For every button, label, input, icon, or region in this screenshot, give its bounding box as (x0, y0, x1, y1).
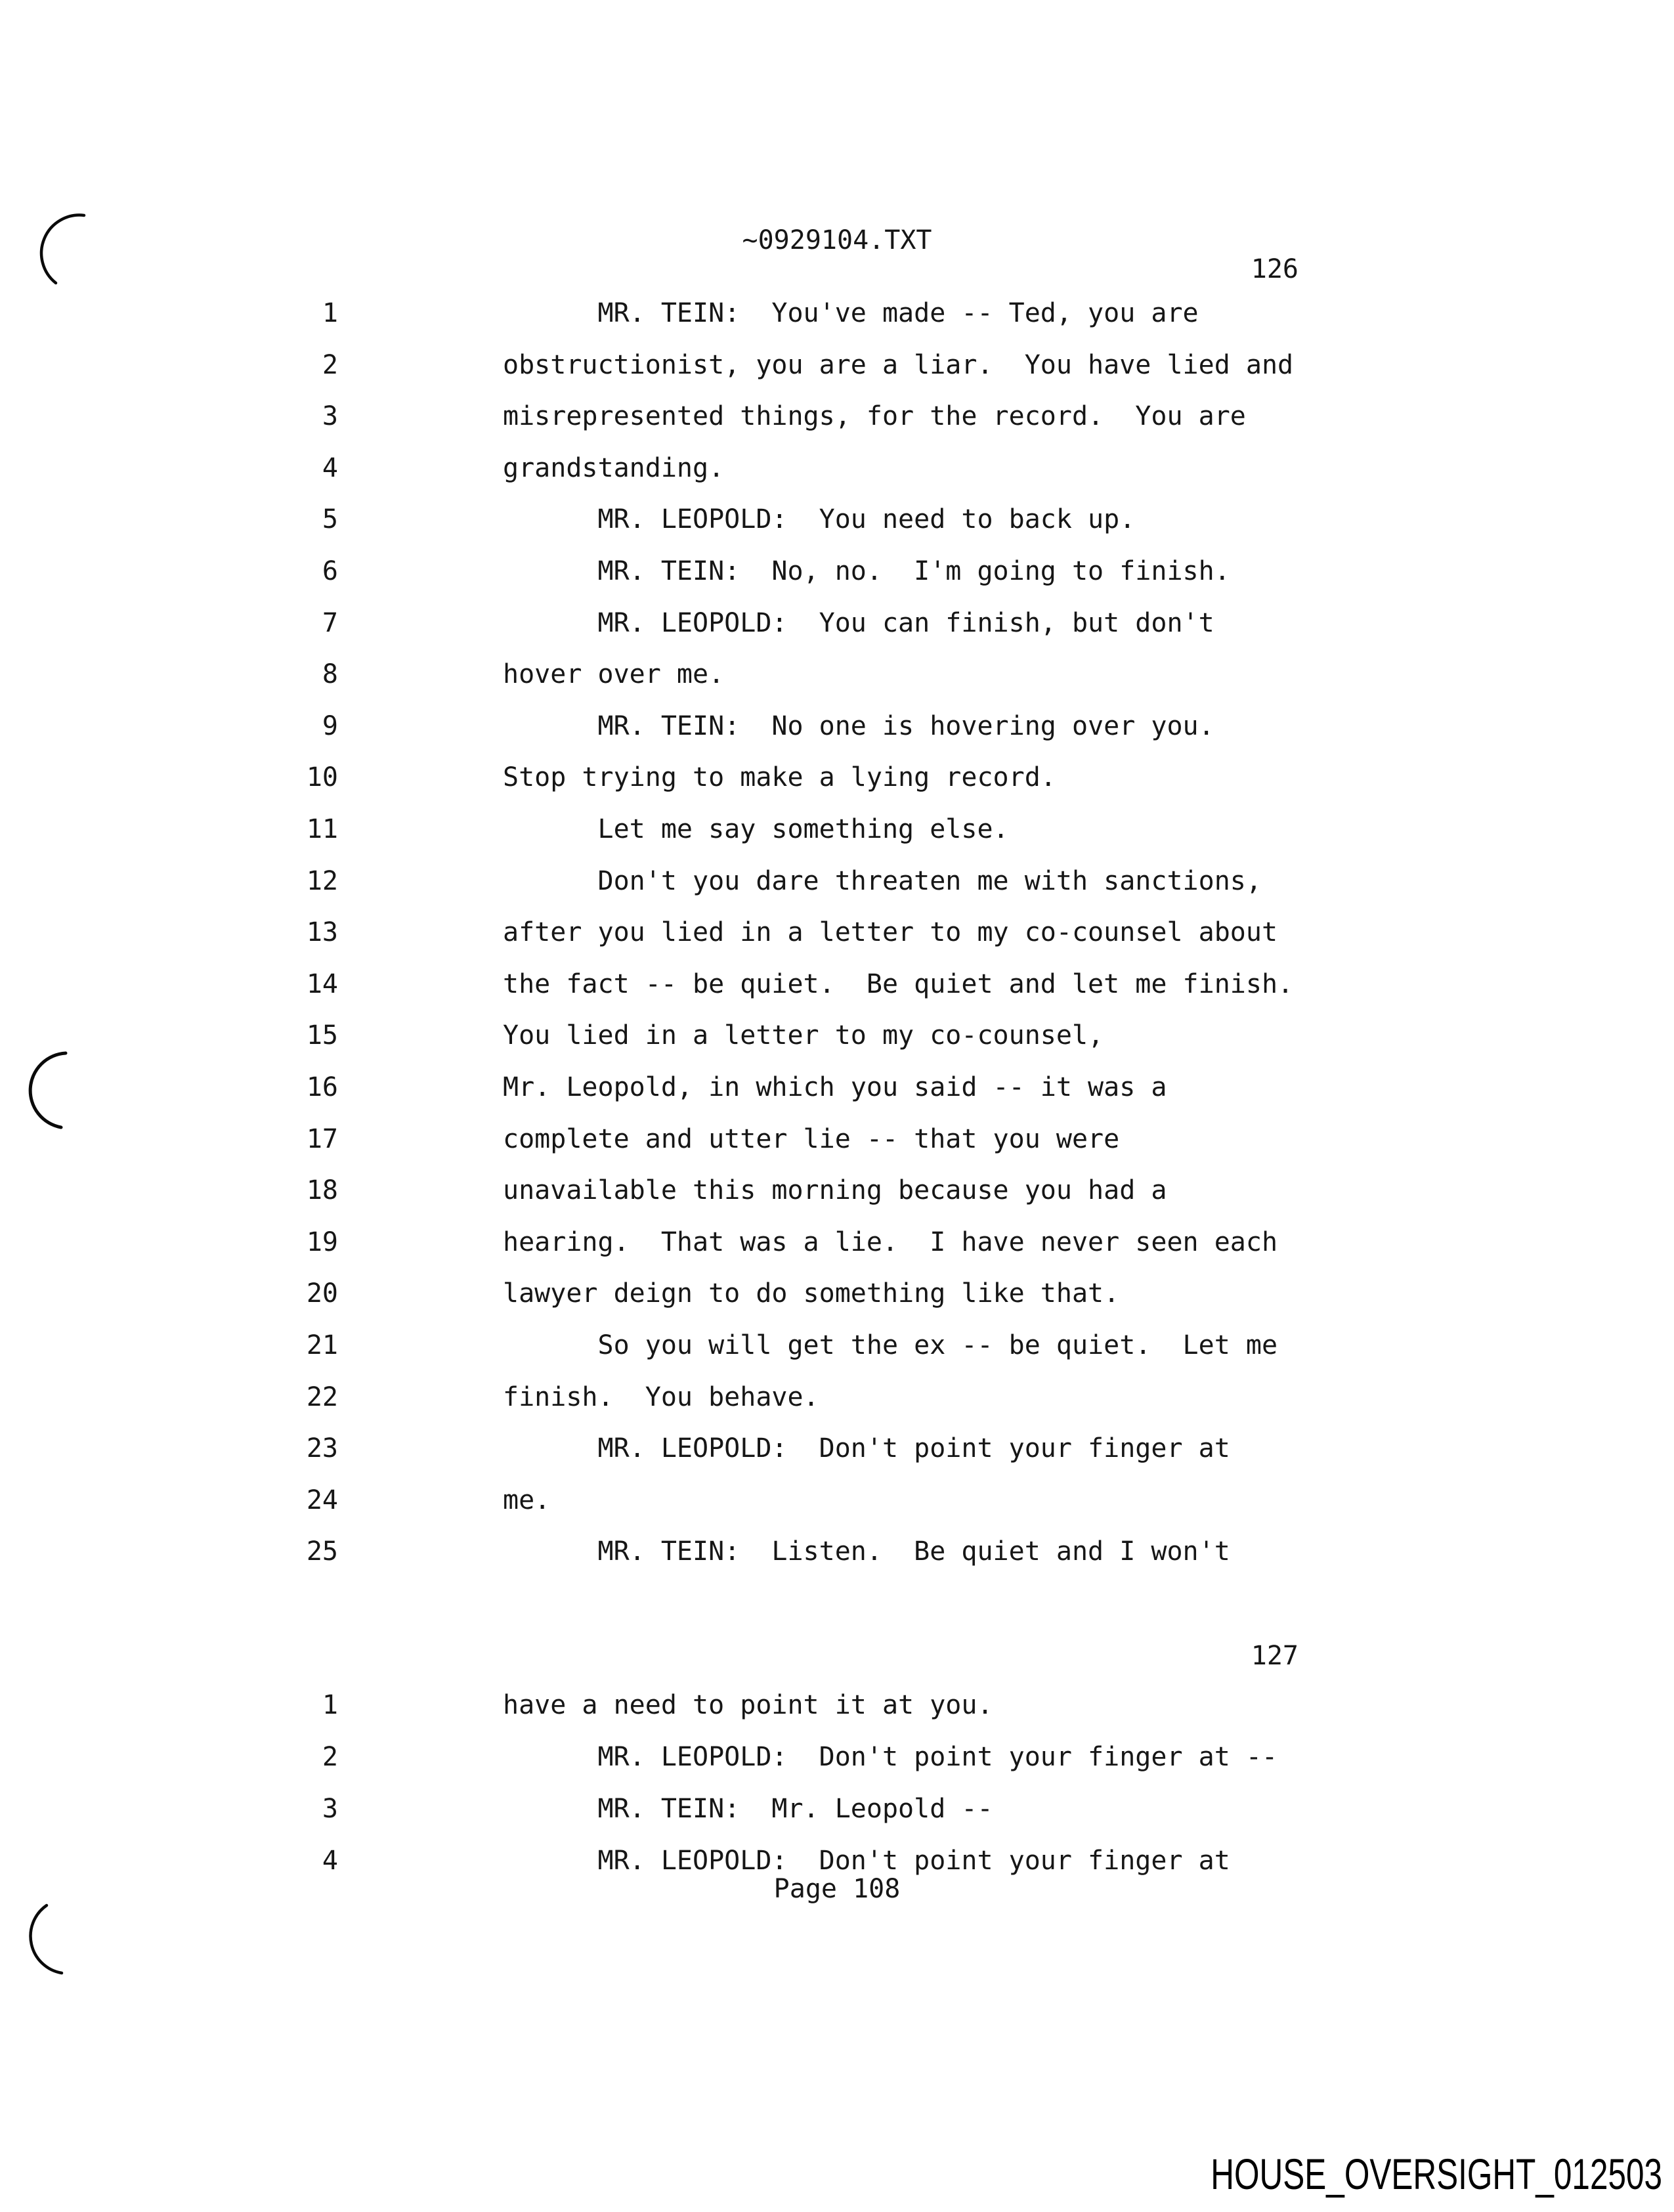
line-text: hover over me. (503, 659, 725, 689)
line-text: grandstanding. (503, 453, 725, 483)
line-number: 19 (306, 1227, 338, 1257)
transcript-line (0, 1280, 1674, 1308)
transcript-line (0, 661, 1674, 689)
line-number: 10 (306, 762, 338, 792)
line-text: MR. LEOPOLD: Don't point your finger at (503, 1846, 1230, 1876)
line-text: MR. LEOPOLD: Don't point your finger at (503, 1433, 1230, 1464)
line-number: 3 (322, 401, 338, 431)
line-number: 18 (306, 1175, 338, 1205)
page-number-126: 126 (1251, 254, 1298, 284)
line-number: 13 (306, 917, 338, 947)
line-text: lawyer deign to do something like that. (503, 1278, 1120, 1309)
transcript-line (0, 1848, 1674, 1875)
transcript-line (0, 1538, 1674, 1566)
footer-page-label: Page 108 (773, 1874, 901, 1904)
transcript-line (0, 1177, 1674, 1205)
transcript-line (0, 506, 1674, 534)
transcript-line (0, 455, 1674, 483)
transcript-line (0, 713, 1674, 741)
line-number: 15 (306, 1020, 338, 1051)
transcript-line (0, 816, 1674, 844)
line-text: MR. TEIN: You've made -- Ted, you are (503, 298, 1199, 328)
line-number: 24 (306, 1485, 338, 1515)
line-text: MR. LEOPOLD: You need to back up. (503, 504, 1136, 534)
transcript-line (0, 1435, 1674, 1463)
line-number: 25 (306, 1536, 338, 1567)
transcript-line (0, 300, 1674, 328)
line-number: 4 (322, 1846, 338, 1876)
line-text: hearing. That was a lie. I have never seen each (503, 1227, 1278, 1257)
transcript-line (0, 1126, 1674, 1154)
transcript-line (0, 1229, 1674, 1257)
transcript-line (0, 558, 1674, 586)
line-number: 2 (322, 1742, 338, 1772)
line-text: MR. TEIN: No one is hovering over you. (503, 711, 1214, 741)
line-number: 9 (322, 711, 338, 741)
line-text: Don't you dare threaten me with sanctions, (503, 866, 1262, 896)
line-number: 3 (322, 1794, 338, 1824)
line-number: 11 (306, 814, 338, 844)
line-text: So you will get the ex -- be quiet. Let me (503, 1330, 1278, 1360)
line-text: Mr. Leopold, in which you said -- it was a (503, 1072, 1167, 1102)
line-number: 7 (322, 608, 338, 638)
line-text: after you lied in a letter to my co-counsel about (503, 917, 1278, 947)
transcript-line (0, 919, 1674, 947)
transcript-line (0, 352, 1674, 380)
line-number: 20 (306, 1278, 338, 1309)
line-text: MR. LEOPOLD: Don't point your finger at -- (503, 1742, 1278, 1772)
line-number: 16 (306, 1072, 338, 1102)
line-text: complete and utter lie -- that you were (503, 1124, 1120, 1154)
line-text: finish. You behave. (503, 1382, 819, 1412)
transcript-line (0, 1332, 1674, 1360)
binding-mark-bottom (31, 1905, 62, 1973)
line-number: 22 (306, 1382, 338, 1412)
line-number: 21 (306, 1330, 338, 1360)
line-number: 4 (322, 453, 338, 483)
line-text: You lied in a letter to my co-counsel, (503, 1020, 1104, 1051)
transcript-line (0, 764, 1674, 792)
transcript-line (0, 1692, 1674, 1720)
line-text: MR. TEIN: No, no. I'm going to finish. (503, 556, 1230, 586)
line-text: Stop trying to make a lying record. (503, 762, 1056, 792)
line-text: MR. LEOPOLD: You can finish, but don't (503, 608, 1214, 638)
line-number: 6 (322, 556, 338, 586)
transcript-line (0, 1487, 1674, 1515)
line-text: have a need to point it at you. (503, 1690, 993, 1720)
document-filename-header: ~0929104.TXT (742, 225, 932, 255)
line-number: 8 (322, 659, 338, 689)
line-number: 14 (306, 969, 338, 999)
line-text: the fact -- be quiet. Be quiet and let me finish. (503, 969, 1294, 999)
transcript-line (0, 1796, 1674, 1823)
transcript-line (0, 1022, 1674, 1050)
transcript-line (0, 403, 1674, 431)
bates-stamp: HOUSE_OVERSIGHT_012503 (1211, 2150, 1662, 2198)
transcript-line (0, 971, 1674, 999)
line-text: unavailable this morning because you had a (503, 1175, 1167, 1205)
transcript-line (0, 868, 1674, 896)
line-text: obstructionist, you are a liar. You have lied and (503, 350, 1294, 380)
line-number: 5 (322, 504, 338, 534)
transcript-line (0, 1384, 1674, 1412)
line-number: 2 (322, 350, 338, 380)
line-text: MR. TEIN: Listen. Be quiet and I won't (503, 1536, 1230, 1567)
transcript-line (0, 610, 1674, 638)
page-number-127: 127 (1251, 1641, 1298, 1671)
line-number: 12 (306, 866, 338, 896)
line-text: Let me say something else. (503, 814, 1009, 844)
transcript-line (0, 1744, 1674, 1771)
line-text: misrepresented things, for the record. You are (503, 401, 1246, 431)
line-number: 1 (322, 1690, 338, 1720)
line-number: 23 (306, 1433, 338, 1464)
line-number: 17 (306, 1124, 338, 1154)
line-number: 1 (322, 298, 338, 328)
line-text: me. (503, 1485, 551, 1515)
transcript-line (0, 1074, 1674, 1102)
line-text: MR. TEIN: Mr. Leopold -- (503, 1794, 993, 1824)
